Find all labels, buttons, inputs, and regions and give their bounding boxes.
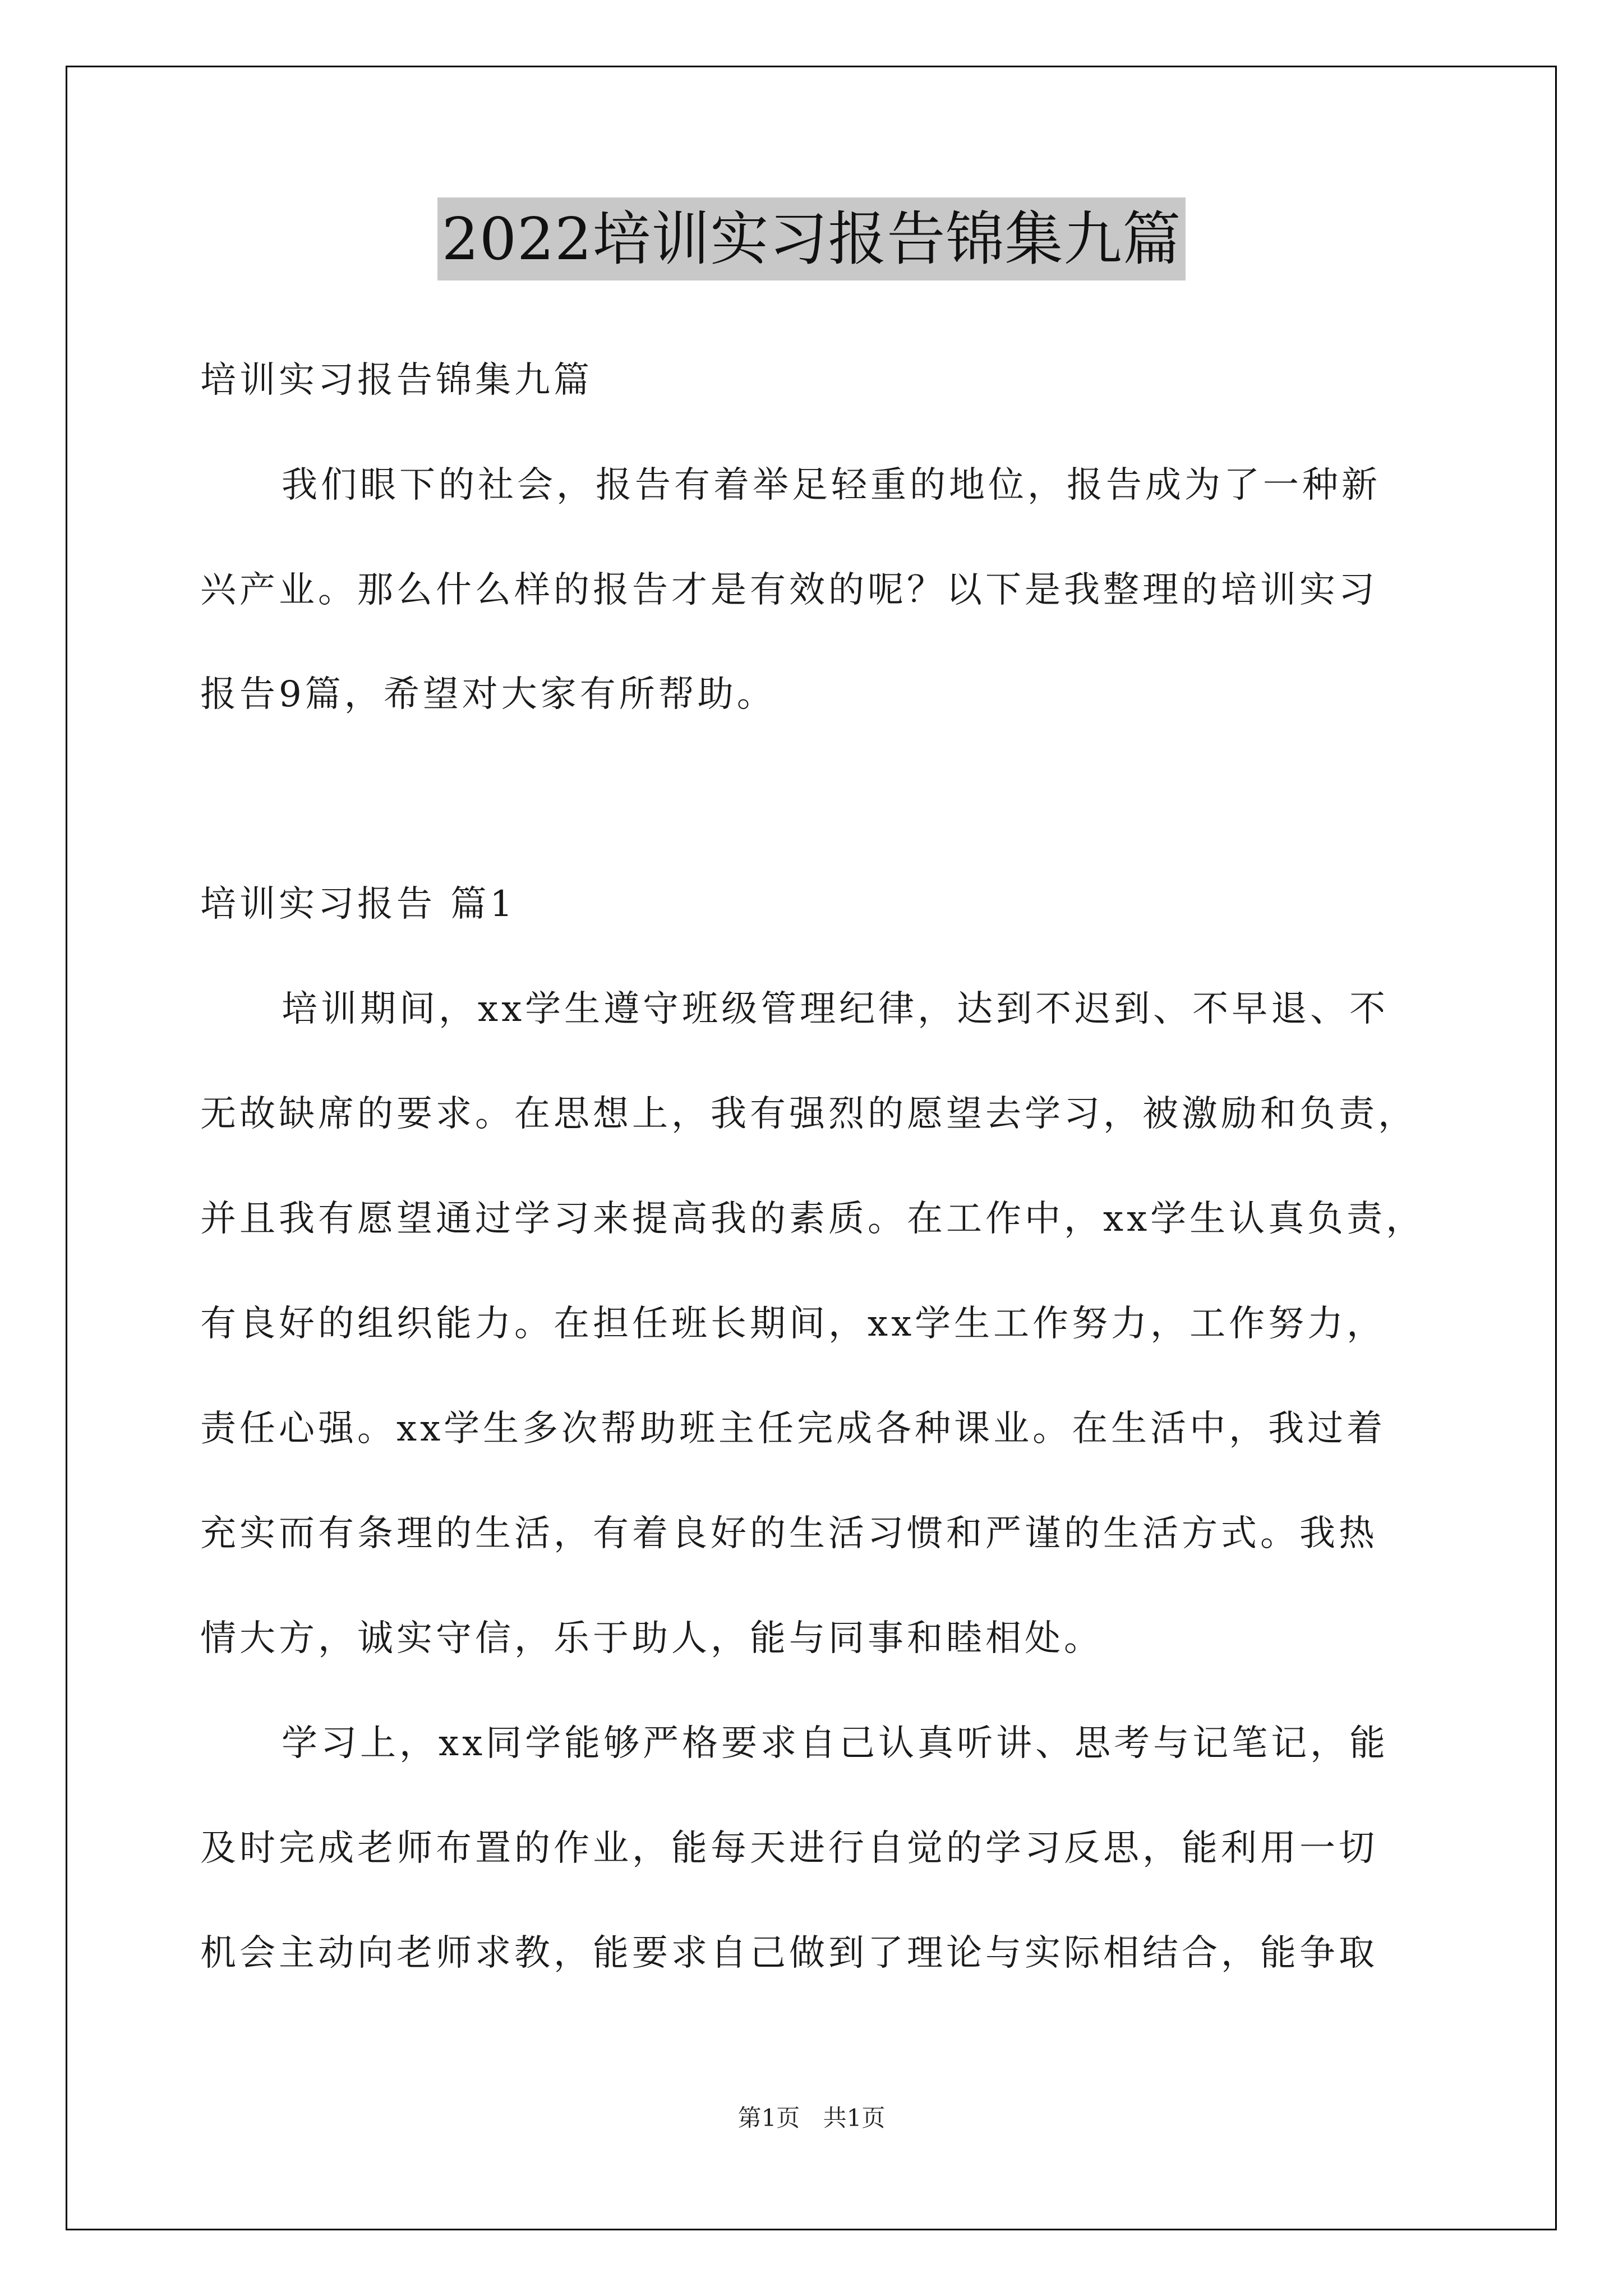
paragraph-line: 机会主动向老师求教，能要求自己做到了理论与实际相结合，能争取	[200, 1932, 1378, 1974]
document-title: 2022培训实习报告锦集九篇	[437, 197, 1186, 280]
title-container	[0, 197, 1623, 280]
paragraph-line: 无故缺席的要求。在思想上，我有强烈的愿望去学习，被激励和负责，	[200, 1093, 1417, 1135]
paragraph-line: 学习上，xx同学能够严格要求自己认真听讲、思考与记笔记，能	[282, 1723, 1389, 1764]
page-number: 第1页	[737, 2104, 800, 2132]
intro-line: 兴产业。那么什么样的报告才是有效的呢？以下是我整理的培训实习	[200, 569, 1378, 611]
intro-line: 报告9篇，希望对大家有所帮助。	[200, 674, 776, 715]
paragraph-line: 有良好的组织能力。在担任班长期间，xx学生工作努力，工作努力，	[200, 1303, 1386, 1345]
paragraph-line: 及时完成老师布置的作业，能每天进行自觉的学习反思，能利用一切	[200, 1828, 1378, 1869]
page-footer	[0, 2101, 1623, 2135]
document-subtitle: 培训实习报告锦集九篇	[200, 360, 593, 401]
paragraph-line: 并且我有愿望通过学习来提高我的素质。在工作中，xx学生认真负责，	[200, 1198, 1426, 1240]
paragraph-line: 充实而有条理的生活，有着良好的生活习惯和严谨的生活方式。我热	[200, 1513, 1378, 1554]
page-total: 共1页	[823, 2104, 886, 2132]
paragraph-line: 责任心强。xx学生多次帮助班主任完成各种课业。在生活中，我过着	[200, 1408, 1386, 1450]
section-heading: 培训实习报告 篇1	[200, 884, 517, 925]
paragraph-line: 情大方，诚实守信，乐于助人，能与同事和睦相处。	[200, 1618, 1103, 1659]
intro-line: 我们眼下的社会，报告有着举足轻重的地位，报告成为了一种新	[282, 464, 1381, 506]
paragraph-line: 培训期间，xx学生遵守班级管理纪律，达到不迟到、不早退、不	[282, 988, 1389, 1030]
